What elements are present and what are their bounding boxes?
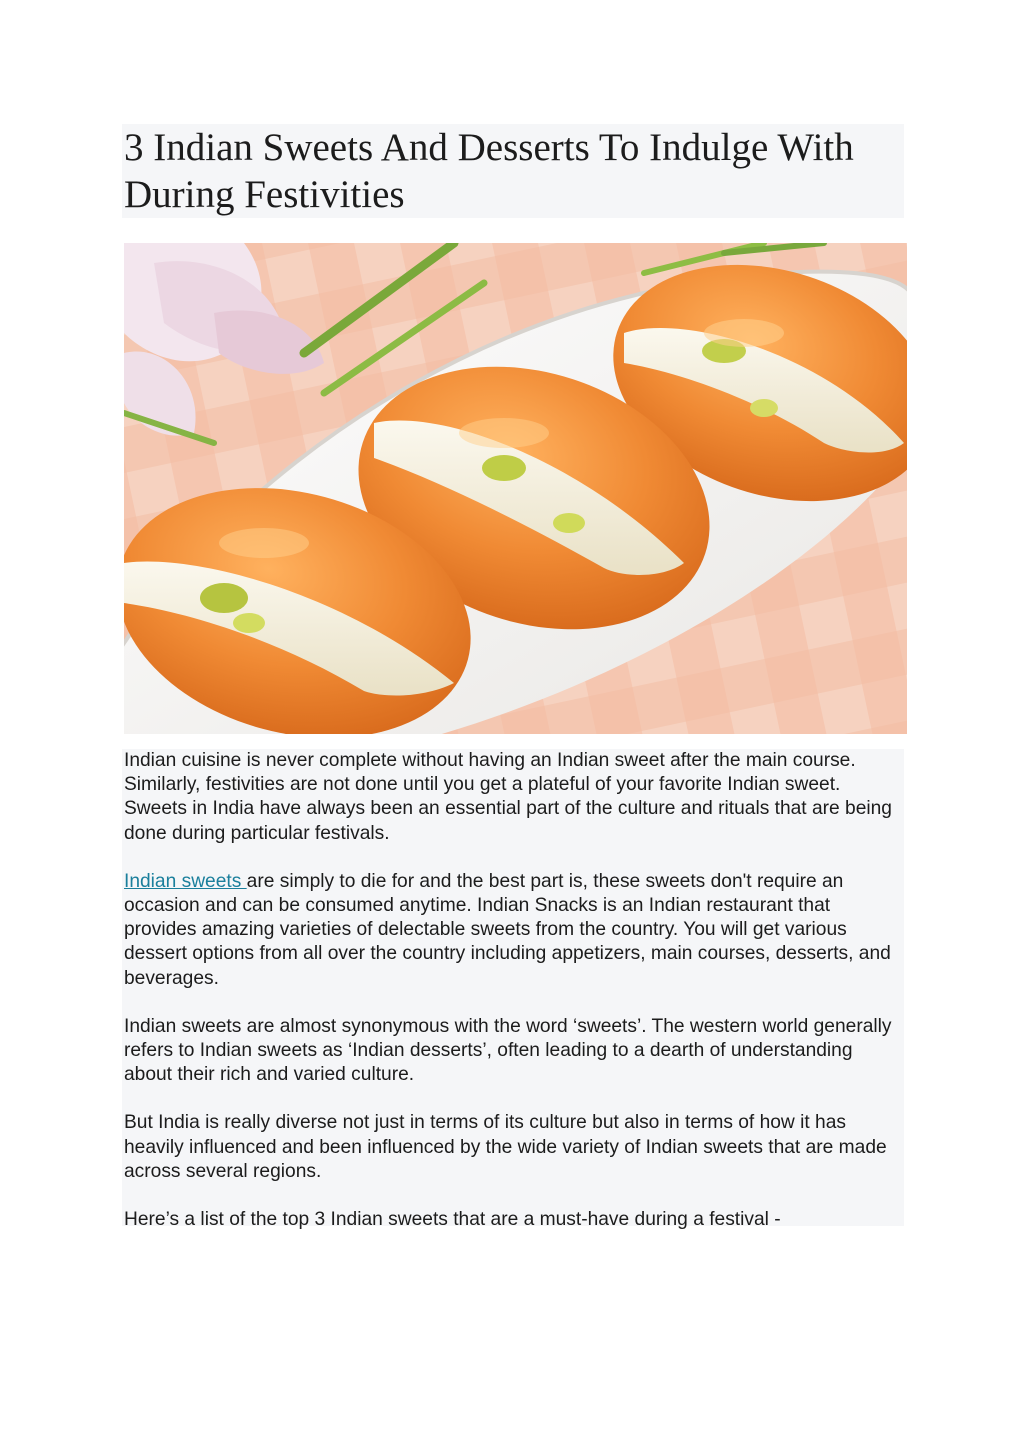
paragraph-indian-sweets-text: are simply to die for and the best part is, these sweets don't require an occasion and can be consumed anytime. Indian Snacks is an Indian restaurant that provides amazing varieties of delectable sweets from the country. You will get various dessert options from all over the country including appetizers, main courses, desserts, and beverages.: [124, 870, 891, 989]
indian-sweets-link[interactable]: Indian sweets: [124, 870, 247, 892]
paragraph-synonymous: Indian sweets are almost synonymous with the word ‘sweets’. The western world generally refers to Indian sweets as ‘Indian desserts’, often leading to a dearth of understanding about their rich and varied culture.: [124, 1015, 892, 1086]
title-block: [122, 124, 904, 218]
article-title: 3 Indian Sweets And Desserts To Indulge With During Festivities: [124, 126, 854, 216]
paragraph-indian-sweets: [122, 870, 904, 991]
article-body: [122, 749, 904, 1231]
paragraph-diverse: But India is really diverse not just in terms of its culture but also in terms of how it has heavily influenced and been influenced by the wide variety of Indian sweets that are made across several regions.: [124, 1112, 887, 1182]
hero-image: [124, 243, 907, 734]
paragraph-intro: Indian cuisine is never complete without having an Indian sweet after the main course. Similarly, festivities are not done until you get a plateful of your favorite Indian sweet. Sweets in India have always been an essential part of the culture and rituals that are being done during particular festivals.: [124, 750, 892, 844]
paragraph-list-intro: Here’s a list of the top 3 Indian sweets that are a must-have during a festival -: [124, 1209, 781, 1231]
